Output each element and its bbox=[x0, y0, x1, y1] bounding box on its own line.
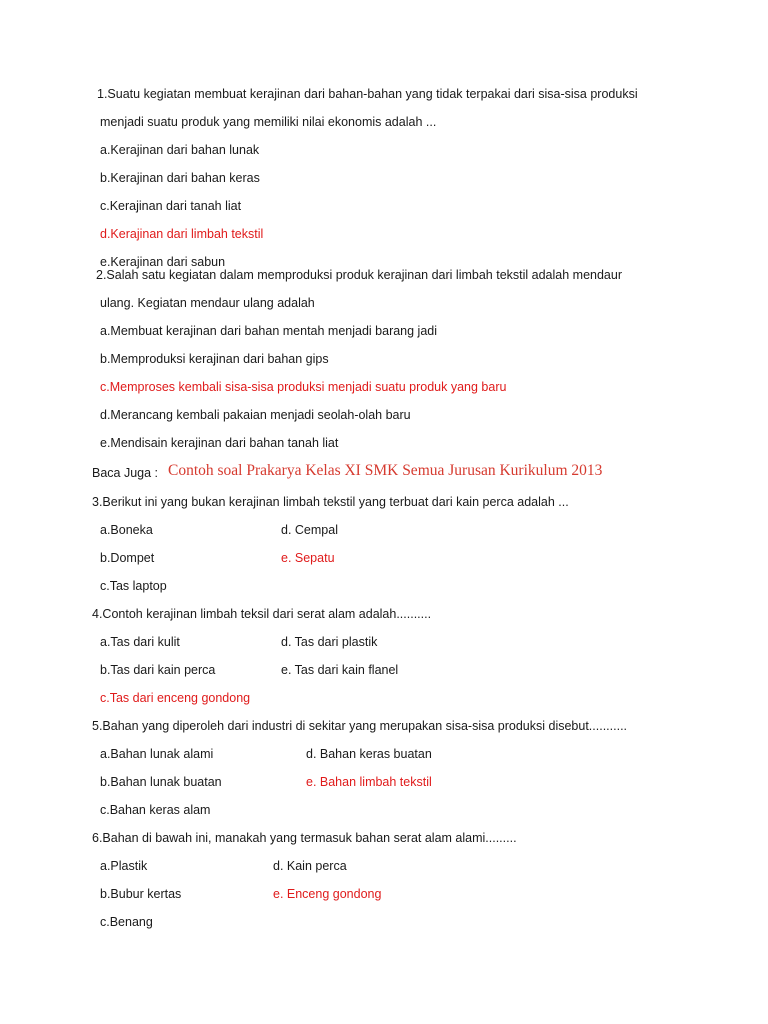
q1-option-e: e.Kerajinan dari sabun bbox=[100, 255, 226, 269]
q6-option-d: d. Kain perca bbox=[273, 859, 347, 873]
q2-text-line1: 2.Salah satu kegiatan dalam memproduksi produk kerajinan dari limbah tekstil adalah mendaur bbox=[96, 268, 622, 282]
q3-option-c: c.Tas laptop bbox=[100, 579, 167, 593]
q5-text: 5.Bahan yang diperoleh dari industri di sekitar yang merupakan sisa-sisa produksi disebut........... bbox=[92, 719, 628, 733]
q3-option-d: d. Cempal bbox=[281, 523, 338, 537]
q2-option-d: d.Merancang kembali pakaian menjadi seolah-olah baru bbox=[100, 408, 411, 422]
q6-option-e-answer: e. Enceng gondong bbox=[273, 887, 382, 901]
q4-text: 4.Contoh kerajinan limbah teksil dari serat alam adalah.......... bbox=[92, 607, 432, 621]
q1-text-line1: 1.Suatu kegiatan membuat kerajinan dari bahan-bahan yang tidak terpakai dari sisa-sisa produksi bbox=[97, 87, 638, 101]
q1-option-d-answer: d.Kerajinan dari limbah tekstil bbox=[100, 227, 264, 241]
q1-option-b: b.Kerajinan dari bahan keras bbox=[100, 171, 260, 185]
q2-option-e: e.Mendisain kerajinan dari bahan tanah liat bbox=[100, 436, 339, 450]
q3-option-b: b.Dompet bbox=[100, 551, 155, 565]
q1-text-line2: menjadi suatu produk yang memiliki nilai ekonomis adalah ... bbox=[100, 115, 437, 129]
q3-text: 3.Berikut ini yang bukan kerajinan limbah tekstil yang terbuat dari kain perca adalah ... bbox=[92, 495, 569, 509]
q3-option-e-answer: e. Sepatu bbox=[281, 551, 335, 565]
q5-option-c: c.Bahan keras alam bbox=[100, 803, 211, 817]
q5-option-d: d. Bahan keras buatan bbox=[306, 747, 432, 761]
q6-option-a: a.Plastik bbox=[100, 859, 148, 873]
baca-juga-label: Baca Juga : bbox=[92, 466, 159, 480]
q6-text: 6.Bahan di bawah ini, manakah yang termasuk bahan serat alam alami......... bbox=[92, 831, 517, 845]
q4-option-e: e. Tas dari kain flanel bbox=[281, 663, 399, 677]
q2-option-c-answer: c.Memproses kembali sisa-sisa produksi menjadi suatu produk yang baru bbox=[100, 380, 507, 394]
baca-juga-link[interactable]: Contoh soal Prakarya Kelas XI SMK Semua Jurusan Kurikulum 2013 bbox=[168, 462, 603, 479]
q5-option-b: b.Bahan lunak buatan bbox=[100, 775, 222, 789]
q2-text-line2: ulang. Kegiatan mendaur ulang adalah bbox=[100, 296, 315, 310]
q4-option-a: a.Tas dari kulit bbox=[100, 635, 180, 649]
q5-option-e-answer: e. Bahan limbah tekstil bbox=[306, 775, 432, 789]
q6-option-b: b.Bubur kertas bbox=[100, 887, 182, 901]
q2-option-a: a.Membuat kerajinan dari bahan mentah menjadi barang jadi bbox=[100, 324, 438, 338]
q1-option-c: c.Kerajinan dari tanah liat bbox=[100, 199, 242, 213]
q4-option-d: d. Tas dari plastik bbox=[281, 635, 378, 649]
q5-option-a: a.Bahan lunak alami bbox=[100, 747, 214, 761]
q2-option-b: b.Memproduksi kerajinan dari bahan gips bbox=[100, 352, 329, 366]
q1-option-a: a.Kerajinan dari bahan lunak bbox=[100, 143, 260, 157]
q6-option-c: c.Benang bbox=[100, 915, 153, 929]
q3-option-a: a.Boneka bbox=[100, 523, 153, 537]
q4-option-b: b.Tas dari kain perca bbox=[100, 663, 216, 677]
q4-option-c-answer: c.Tas dari enceng gondong bbox=[100, 691, 251, 705]
